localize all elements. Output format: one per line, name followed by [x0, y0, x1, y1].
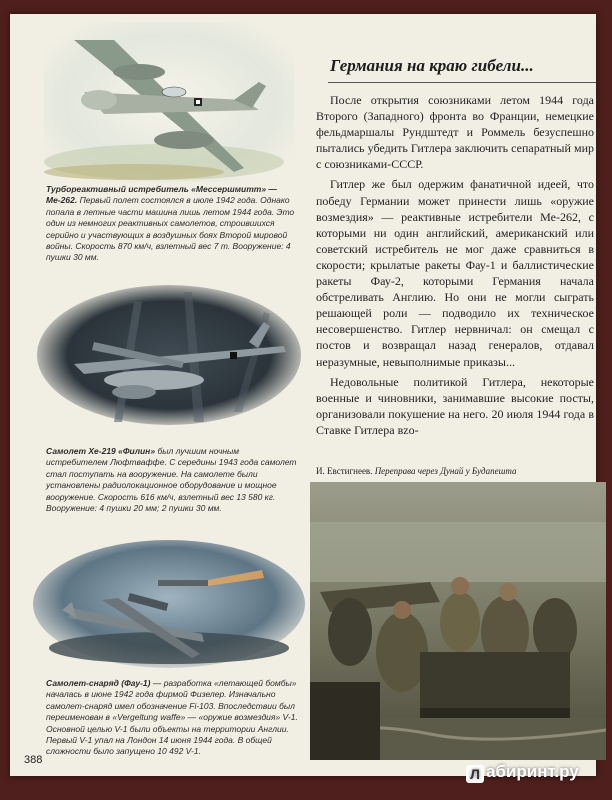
watermark-text: абиринт.ру	[486, 762, 579, 781]
painting-caption	[316, 466, 612, 476]
body-paragraph: Недовольные политикой Гитлера, некоторые военные и чиновники, занимавшие высокие посты, организовали покушение на него. 20 июля 1944 года в Ставке Гитлера вzо-	[316, 374, 594, 437]
heading-rule	[328, 82, 596, 83]
painting-crossing-danube	[310, 482, 606, 760]
v1-caption	[46, 678, 300, 758]
section-heading: Германия на краю гибели...	[330, 56, 534, 75]
body-paragraph: Гитлер же был одержим фанатичной идеей, что победу Германии может принести лишь «оружие возмездия» — реактивные истребители Ме-262, с которыми ни один английский, американский или советский истребитель не мог даже сравниться в скорости; крылатые ракеты Фау-1 и баллистические ракеты Фау-2, которыми Германия начала обстреливать Англию. Но они не могли сыграть решающей роли — подводило их техническое несовершенство. Гитлер нервничал: он смещал с постов и возвращал назад генералов, отдавал неразумные, невыполнимые приказы...	[316, 177, 594, 369]
book-page	[10, 14, 596, 776]
v1-caption-title: Самолет-снаряд (Фау-1)	[46, 678, 151, 688]
he219-illustration	[34, 282, 304, 428]
he219-caption	[46, 446, 300, 514]
labirint-watermark	[466, 762, 579, 783]
me262-illustration	[44, 22, 294, 182]
v1-caption-text: — разработка «летающей бомбы» началась в июне 1942 года фирмой Физелер. Изначально самолет-снаряд имел обозначение Fi-103. Впоследствии был переименован в «Vergeltung waffe» — «оружие возмездия» V-1. Основной целью V-1 были объекты на территории Англии. Первый V-1 упал на Лондон 14 июня 1944 года. В общей сложности было запущено 10 492 V-1.	[46, 678, 298, 757]
labirint-logo-icon: Л	[466, 765, 484, 783]
v1-illustration	[32, 538, 306, 670]
me262-caption-title: Турбореактивный истребитель «Мессершмитт» — Ме-262.	[46, 184, 277, 206]
me262-caption-text: Первый полет состоялся в июле 1942 года. Однако попала в летные части машина лишь летом 1944 года. Это один из немногих реактивных самолетов, строившихся серийно и участвующих в воздушных боях Второй мировой войны. Скорость 870 км/ч, взлетный вес 7 т. Вооружение: 4 пушки 30 мм.	[46, 195, 295, 263]
me262-caption	[46, 184, 300, 264]
he219-caption-text: был лучшим ночным истребителем Люфтваффе. С середины 1943 года самолет стал поступать на вооружение. На самолете были установлены радиолокационное оборудование и мощное вооружение. Скорость 616 км/ч, взлетный вес 13 580 кг. Вооружение: 4 пушки 20 мм; 2 пушки 30 мм.	[46, 446, 297, 514]
he219-caption-title: Самолет Хе-219 «Филин»	[46, 446, 156, 456]
body-paragraph: После открытия союзниками летом 1944 года Второго (Западного) фронта во Франции, немецкие фельдмаршалы Рундштедт и Роммель безуспешно пытались убедить Гитлера заключить сепаратный мир с союзниками-СССР.	[316, 93, 594, 172]
painting-title: Переправа через Дунай у Будапешта	[374, 466, 517, 476]
painting-author: И. Евстигнеев.	[316, 466, 373, 476]
page-number: 388	[24, 754, 43, 766]
body-text	[316, 92, 594, 442]
